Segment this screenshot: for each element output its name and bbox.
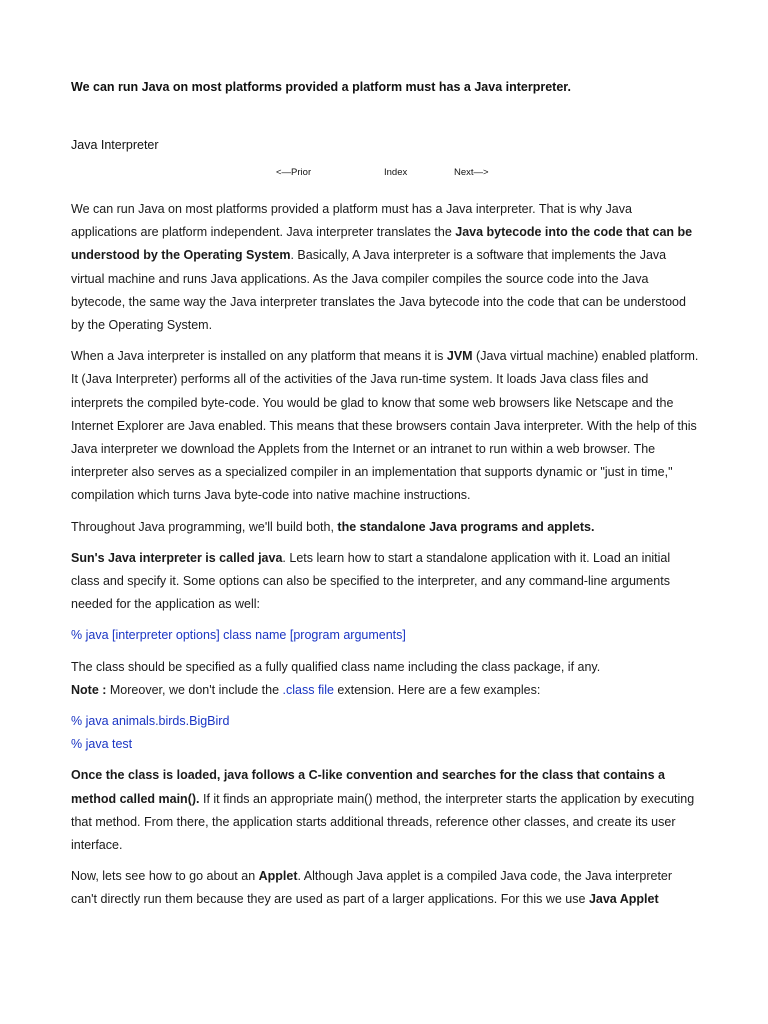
paragraph-main-method: Once the class is loaded, java follows a C-like convention and searches for the class that contains a method called main(). If it finds an appropriate main() method, the interpreter starts the application by executing that method. From there, the application starts additional threads, reference other classes, and create its user interface. (71, 768, 695, 853)
code-examples (71, 710, 699, 756)
paragraph-jvm: When a Java interpreter is installed on any platform that means it is JVM (Java virtual machine) enabled platform. It (Java Interpreter) performs all of the activities of the Java run-time system. It loads Java class files and interprets the compiled byte-code. You would be glad to know that some web browsers like Netscape and the Internet Explorer are Java enabled. This means that these browsers contain Java interpreter. With the help of this Java interpreter we download the Applets from the Internet or an intranet to run within a web browser. The interpreter also serves as a specialized compiler in an implementation that supports dynamic or "just in time," compilation which turns Java byte-code into native machine instructions. (71, 349, 699, 503)
class-file-link[interactable]: .class file (282, 682, 334, 697)
paragraph-programming: Throughout Java programming, we'll build both, the standalone Java programs and applets. (71, 519, 595, 534)
page-headline: We can run Java on most platforms provided a platform must has a Java interpreter. (71, 80, 571, 94)
code-example-test: % java test (71, 737, 133, 752)
note-label: Note : (71, 682, 107, 697)
article-body (71, 198, 699, 920)
prior-link[interactable]: <—Prior (276, 167, 312, 178)
paragraph-applet: Now, lets see how to go about an Applet. Although Java applet is a compiled Java code, the Java interpreter can't directly run them because they are used as part of a larger applications. For this we use Java Applet (71, 869, 673, 907)
paragraph-intro: We can run Java on most platforms provided a platform must has a Java interpreter. That is why Java applications are platform independent. Java interpreter translates the Java bytecode into the code that can be understood by the Operating System. Basically, A Java interpreter is a software that implements the Java virtual machine and runs Java applications. As the Java compiler compiles the source code into the Java bytecode, the same way the Java interpreter translates the Java bytecode into the code that can be understood by the Operating System. (71, 202, 693, 333)
section-title: Java Interpreter (71, 138, 159, 152)
code-example-syntax: % java [interpreter options] class name [program arguments] (71, 628, 406, 643)
code-example-bigbird: % java animals.birds.BigBird (71, 714, 230, 729)
paragraph-class-spec: The class should be specified as a fully qualified class name including the class package, if any. Note : Moreover, we don't include the .class file extension. Here are a few examples: (71, 659, 601, 697)
paragraph-sun-interpreter: Sun's Java interpreter is called java. Lets learn how to start a standalone application with it. Load an initial class and specify it. Some options can also be specified to the interpreter, and any command-line arguments needed for the application as well: (71, 550, 671, 612)
index-link[interactable]: Index (384, 167, 408, 178)
next-link[interactable]: Next—> (454, 167, 489, 178)
